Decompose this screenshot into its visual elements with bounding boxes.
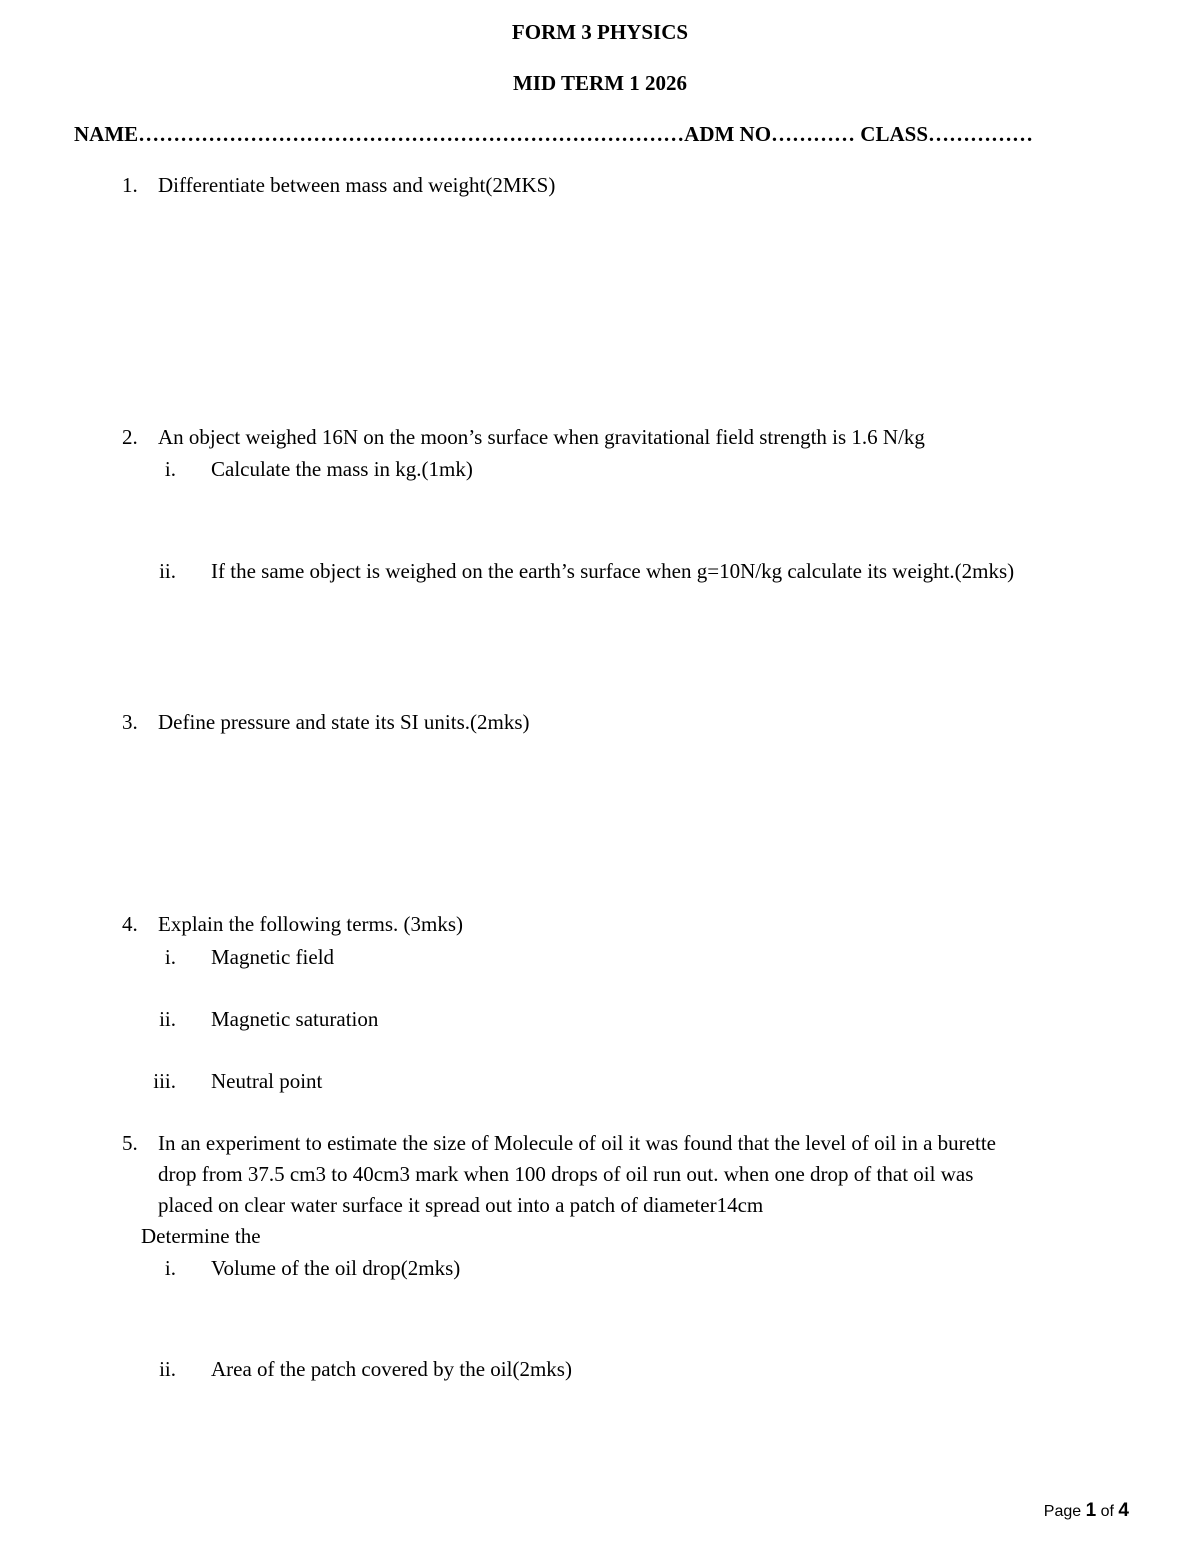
part-numeral: i. [164, 457, 176, 481]
part-numeral: ii. [159, 1357, 176, 1381]
question-number: 1. [122, 173, 138, 197]
question-5-lead: Determine the [141, 1224, 261, 1248]
question-text: Differentiate between mass and weight(2MKS) [158, 173, 556, 197]
part-numeral: iii. [153, 1069, 176, 1093]
question-number: 3. [122, 710, 138, 734]
part-numeral: ii. [159, 1007, 176, 1031]
part-text: Volume of the oil drop(2mks) [211, 1256, 461, 1280]
part-text: Calculate the mass in kg.(1mk) [211, 457, 473, 481]
part-numeral: i. [164, 1256, 176, 1280]
question-text-line-2: drop from 37.5 cm3 to 40cm3 mark when 100 drops of oil run out. when one drop of that oil was [158, 1162, 974, 1186]
part-numeral: ii. [159, 559, 176, 583]
of-word: of [1100, 1503, 1114, 1520]
question-text: Define pressure and state its SI units.(2mks) [158, 710, 530, 734]
question-number: 2. [122, 425, 138, 449]
part-text: If the same object is weighed on the earth’s surface when g=10N/kg calculate its weight.(2mks) [211, 559, 1015, 583]
part-text: Magnetic saturation [211, 1007, 379, 1031]
exam-title: FORM 3 PHYSICS [511, 20, 689, 44]
part-text: Neutral point [211, 1069, 323, 1093]
question-text-line-3: placed on clear water surface it spread out into a patch of diameter14cm [158, 1193, 764, 1217]
student-info-line: NAME……………………………………………………………………ADM NO………… CLASS…………… [74, 122, 1034, 146]
part-numeral: i. [164, 945, 176, 969]
exam-subtitle: MID TERM 1 2026 [512, 71, 688, 95]
part-text: Area of the patch covered by the oil(2mks) [211, 1357, 572, 1381]
current-page-number: 1 [1085, 1500, 1097, 1521]
question-number: 5. [122, 1131, 138, 1155]
page-footer [1044, 1500, 1129, 1522]
part-text: Magnetic field [211, 945, 335, 969]
page-word: Page [1043, 1503, 1082, 1520]
question-number: 4. [122, 912, 138, 936]
question-text: An object weighed 16N on the moon’s surface when gravitational field strength is 1.6 N/kg [158, 425, 925, 449]
total-page-count: 4 [1118, 1500, 1129, 1521]
question-text-line-1: In an experiment to estimate the size of Molecule of oil it was found that the level of oil in a burette [158, 1131, 996, 1155]
question-text: Explain the following terms. (3mks) [158, 912, 464, 936]
